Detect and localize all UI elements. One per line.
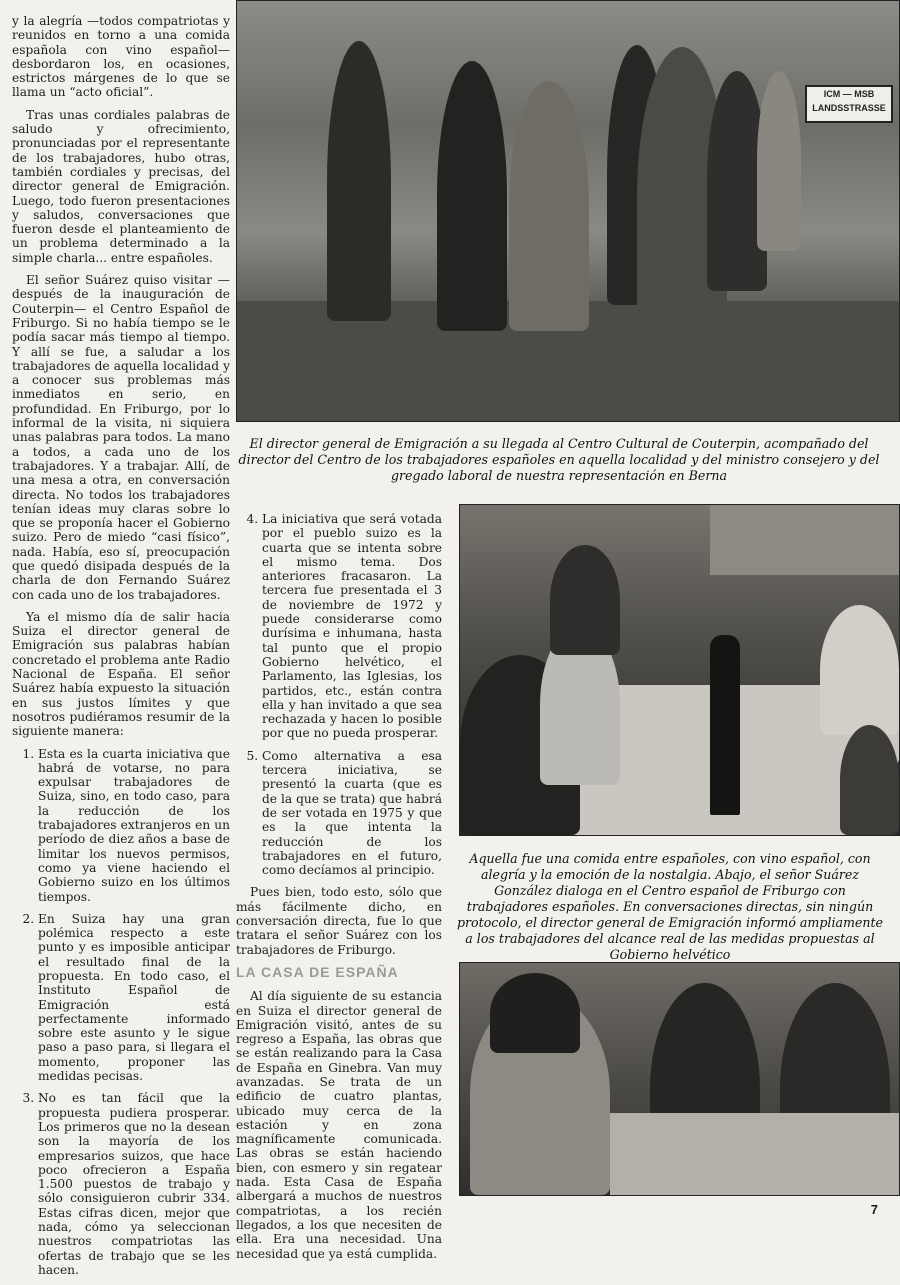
caption-middle (456, 851, 884, 963)
photo-wall (710, 505, 899, 575)
photo-arrival-couterpin (236, 0, 900, 422)
photo-friburgo-conversation (459, 962, 900, 1196)
list-item: 2. En Suiza hay una gran polémica respecto a este punto y es imposible anticipar el resultado final de la propuesta. En todo caso, el Instituto Español de Emigración está perfectamente informado sobre este asunto y le sigue paso a paso para, si llegara el momento, proponer las medidas pecisas. (38, 912, 230, 1084)
list-item: 3. No es tan fácil que la propuesta pudiera prosperar. Los primeros que no la desean son la mayoría de los empresarios suizos, que hace poco ofrecieron a España 1.500 puestos de trabajo y sólo consiguieron cubrir 334. Estas cifras dicen, mejor que nada, cómo ya seleccionan nuestros compatriotas las ofertas de trabajo que se les hacen. (38, 1091, 230, 1277)
left-column (12, 14, 230, 1285)
photo-figure (820, 605, 899, 735)
photo-dinner (459, 504, 900, 836)
section-title: LA CASA DE ESPAÑA (236, 963, 399, 980)
numbered-list (12, 747, 230, 1278)
photo-figure (757, 71, 801, 251)
middle-column (236, 512, 442, 1269)
photo-figure (550, 545, 620, 655)
list-item: 4. La iniciativa que será votada por el pueblo suizo es la cuarta que se intenta sobre el mismo tema. Dos anteriores fracasaron. La tercera fue presentada el 3 de noviembre de 1972 y puede considerarse como durísima e inhumana, hasta tal punto que el propio Gobierno helvético, el Parlamento, las Iglesias, los partidos, etc., están contra ella y han invitado a que sea rechazada y hacen lo posible por que no pueda prosperar. (262, 512, 442, 741)
caption-middle-text: Aquella fue una comida entre españoles, con vino español, con alegría y la emoción de la nostalgia. Abajo, el señor Suárez González dialoga en el Centro español de Friburgo con trabajadores españoles. En conversaciones directas, sin ningún protocolo, el director general de Emigración informó ampliamente a los trabajadores del alcance real de las medidas propuestas al Gobierno helvético (456, 851, 884, 962)
photo-bottle (710, 635, 740, 815)
paragraph: Ya el mismo día de salir hacia Suiza el director general de Emigración sus palabras habían concretado el problema ante Radio Nacional de España. El señor Suárez había expuesto la situación en sus justos límites y que nosotros pudiéramos resumir de la siguiente manera: (12, 609, 230, 739)
page-number: 7 (870, 1202, 878, 1217)
paragraph: Al día siguiente de su estancia en Suiza el director general de Emigración visitó, antes de su regreso a España, las obras que se están realizando para la Casa de España en Ginebra. Van muy avanzadas. Se trata de un edificio de cuatro plantas, ubicado muy cerca de la estación y en zona magníficamente comunicada. Las obras se están haciendo bien, con esmero y sin regatear nada. Esta Casa de España albergará a muchos de nuestros compatriotas, a los recién llegados, a los que necesiten de ella. Era una necesidad. Una necesidad que ya está cumplida. (236, 989, 442, 1261)
photo-figure (840, 725, 899, 835)
photo-figure (437, 61, 507, 331)
photo-figure (509, 81, 589, 331)
numbered-list (236, 512, 442, 877)
paragraph: El señor Suárez quiso visitar —después de la inauguración de Couterpin— el Centro Español de Friburgo. Si no había tiempo se le podía sacar más tiempo al tiempo. Y allí se fue, a saludar a los trabajadores de aquella localidad y a conocer sus problemas más inmediatos en serio, en profundidad. En Friburgo, por lo informal de la visita, ni siquiera unas palabras para todos. La mano a todos, a cada uno de los trabajadores. Y a trabajar. Allí, de una mesa a otra, en conversación directa. No todos los trabajadores tenían ideas muy claras sobre lo que se proponía hacer el Gobierno suizo. Pero de miedo “casi físico”, nada. Había, eso sí, preocupación que quedó disipada después de la charla de don Fernando Suárez con cada uno de los trabajadores. (12, 273, 230, 602)
list-item: 5. Como alternativa a esa tercera iniciativa, se presentó la cuarta (que es de la que se trata) que habrá de ser votada en 1975 y que es la que intenta la reducción de los trabajadores en el futuro, como decíamos al principio. (262, 749, 442, 878)
road-sign-text: ICM — MSB LANDSSTRASSE (812, 89, 886, 113)
paragraph: y la alegría —todos compatriotas y reunidos en torno a una comida española con vino español— desbordaron los, en ocasiones, estrictos márgenes de lo que se llama un “acto oficial”. (12, 14, 230, 100)
caption-top (236, 436, 882, 484)
paragraph: Pues bien, todo esto, sólo que más fácilmente dicho, en conversación directa, fue lo que tratara el señor Suárez con los trabajadores de Friburgo. (236, 885, 442, 957)
list-item: 1. Esta es la cuarta iniciativa que habrá de votarse, no para expulsar trabajadores de Suiza, sino, en todo caso, para la reducción de los trabajadores extranjeros en un período de diez años a base de limitar los nuevos permisos, como ya viene haciendo el Gobierno suizo en los últimos tiempos. (38, 747, 230, 904)
photo-figure (327, 41, 391, 321)
caption-top-text: El director general de Emigración a su llegada al Centro Cultural de Couterpin, acompañado del director del Centro de los trabajadores españoles en aquella localidad y del ministro consejero y del gregado laboral de nuestra representación en Berna (238, 436, 880, 483)
photo-figure (490, 973, 580, 1053)
road-sign (805, 85, 893, 123)
photo-table (610, 1113, 899, 1195)
paragraph: Tras unas cordiales palabras de saludo y ofrecimiento, pronunciadas por el representante de los trabajadores, hubo otras, también cordiales y precisas, del director general de Emigración. Luego, todo fueron presentaciones y saludos, conversaciones que fueron desde el planteamiento de un problema determinado a la simple charla... entre españoles. (12, 107, 230, 265)
